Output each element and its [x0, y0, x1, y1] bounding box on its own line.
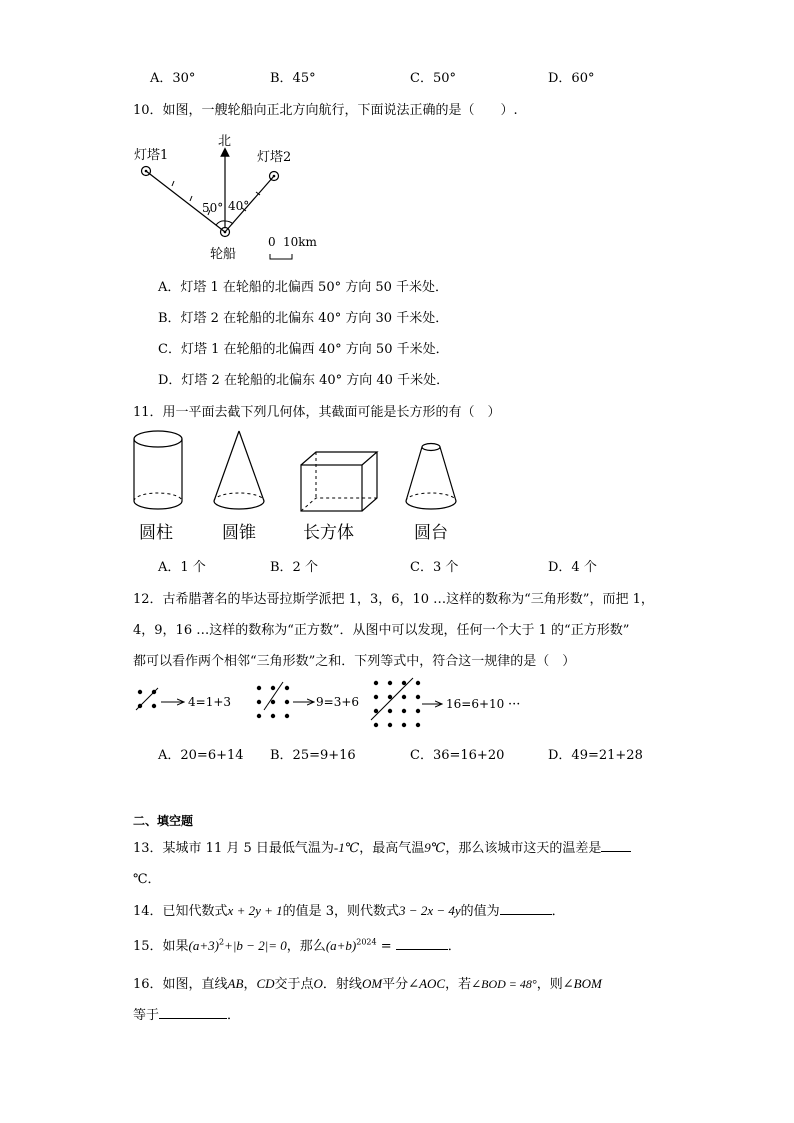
- q11-stem: 11．用一平面去截下列几何体，其截面可能是长方形的有（ ）: [133, 405, 501, 420]
- q11-option-a: A．1 个: [158, 560, 206, 575]
- q9-option-d: D．60°: [548, 71, 595, 86]
- q16-line2: 等于 ．: [133, 1008, 241, 1023]
- fig-eq-16: 16=6+10: [446, 697, 505, 711]
- q14-blank[interactable]: [500, 903, 552, 915]
- fig-eq-4: 4=1+3: [188, 695, 232, 709]
- q14-line: 14．已知代数式x + 2y + 1的值是 3，则代数式3 − 2x − 4y的值为 ．: [133, 903, 565, 919]
- north-label: 北: [218, 134, 232, 149]
- q10-stem: 10．如图，一艘轮船向正北方向航行，下面说法正确的是（ ）.: [133, 103, 518, 118]
- q13-line: 13．某城市 11 月 5 日最低气温为-1℃，最高气温9℃，那么该城市这天的温差是: [133, 837, 631, 856]
- q15-line: 15．如果$(a+3)^2+|b - 2|= 0$，那么$(a+b)^{2024}$ = ．: [133, 937, 461, 954]
- q10-figure: [120, 125, 350, 265]
- q9-option-b: B．45°: [270, 71, 316, 86]
- q12-option-c: C．36=16+20: [410, 748, 505, 763]
- scale-bar: [270, 254, 292, 259]
- q12-line3: 都可以看作两个相邻“三角形数”之和．下列等式中，符合这一规律的是（ ）: [133, 654, 576, 669]
- q11-figure: [125, 425, 485, 550]
- q16-line1: 16．如图，直线AB，CD交于点O．射线OM平分∠AOC，若∠BOD = 48°，则∠BOM: [133, 976, 602, 992]
- frustum-shape: [406, 444, 456, 510]
- q9-option-a: A．30°: [150, 71, 196, 86]
- q12-figure: [128, 676, 548, 736]
- q9-option-c: C．50°: [410, 71, 456, 86]
- q13-blank[interactable]: [601, 840, 631, 852]
- dots-fig-9: [257, 682, 313, 718]
- q12-option-d: D．49=21+28: [548, 748, 643, 763]
- q10-option-a: A．灯塔 1 在轮船的北偏西 50° 方向 50 千米处．: [158, 280, 449, 295]
- q10-option-b: B．灯塔 2 在轮船的北偏东 40° 方向 30 千米处．: [158, 311, 449, 326]
- tower2-label: 灯塔2: [257, 150, 292, 165]
- cone-label: 圆锥: [222, 523, 256, 543]
- q12-line2: 4，9，16 …这样的数称为“正方数”．从图中可以发现，任何一个大于 1 的“正方形数”: [133, 623, 630, 638]
- cone-shape: [214, 431, 264, 509]
- q16-blank[interactable]: [159, 1007, 227, 1019]
- q11-option-b: B．2 个: [270, 560, 318, 575]
- q11-option-d: D．4 个: [548, 560, 597, 575]
- section-title: 二、填空题: [133, 814, 194, 828]
- q13-unit: ℃．: [133, 872, 161, 887]
- fig-ellipsis: ···: [508, 697, 521, 712]
- angle-right-label: 40°: [228, 199, 250, 213]
- scale-label: 10km: [283, 235, 317, 249]
- q12-option-a: A．20=6+14: [158, 748, 244, 763]
- cuboid-label: 长方体: [303, 523, 354, 543]
- q12-line1: 12．古希腊著名的毕达哥拉斯学派把 1，3，6，10 …这样的数称为“三角形数”，而把 1，: [133, 592, 654, 607]
- cylinder-shape: [134, 431, 182, 509]
- q12-option-b: B．25=9+16: [270, 748, 356, 763]
- cuboid-shape: [301, 452, 377, 511]
- q10-option-c: C．灯塔 1 在轮船的北偏西 40° 方向 50 千米处．: [158, 342, 449, 357]
- dots-fig-4: [136, 688, 183, 710]
- q15-blank[interactable]: [396, 938, 448, 950]
- frustum-label: 圆台: [414, 523, 448, 543]
- tower1-label: 灯塔1: [134, 148, 169, 163]
- fig-eq-9: 9=3+6: [316, 695, 360, 709]
- dots-fig-16: [371, 678, 441, 727]
- cylinder-label: 圆柱: [139, 523, 173, 543]
- q11-option-c: C．3 个: [410, 560, 459, 575]
- ship-label: 轮船: [210, 247, 237, 262]
- scale-zero: 0: [268, 235, 276, 249]
- q10-option-d: D．灯塔 2 在轮船的北偏东 40° 方向 40 千米处．: [158, 373, 450, 388]
- angle-left-label: 50°: [202, 201, 224, 215]
